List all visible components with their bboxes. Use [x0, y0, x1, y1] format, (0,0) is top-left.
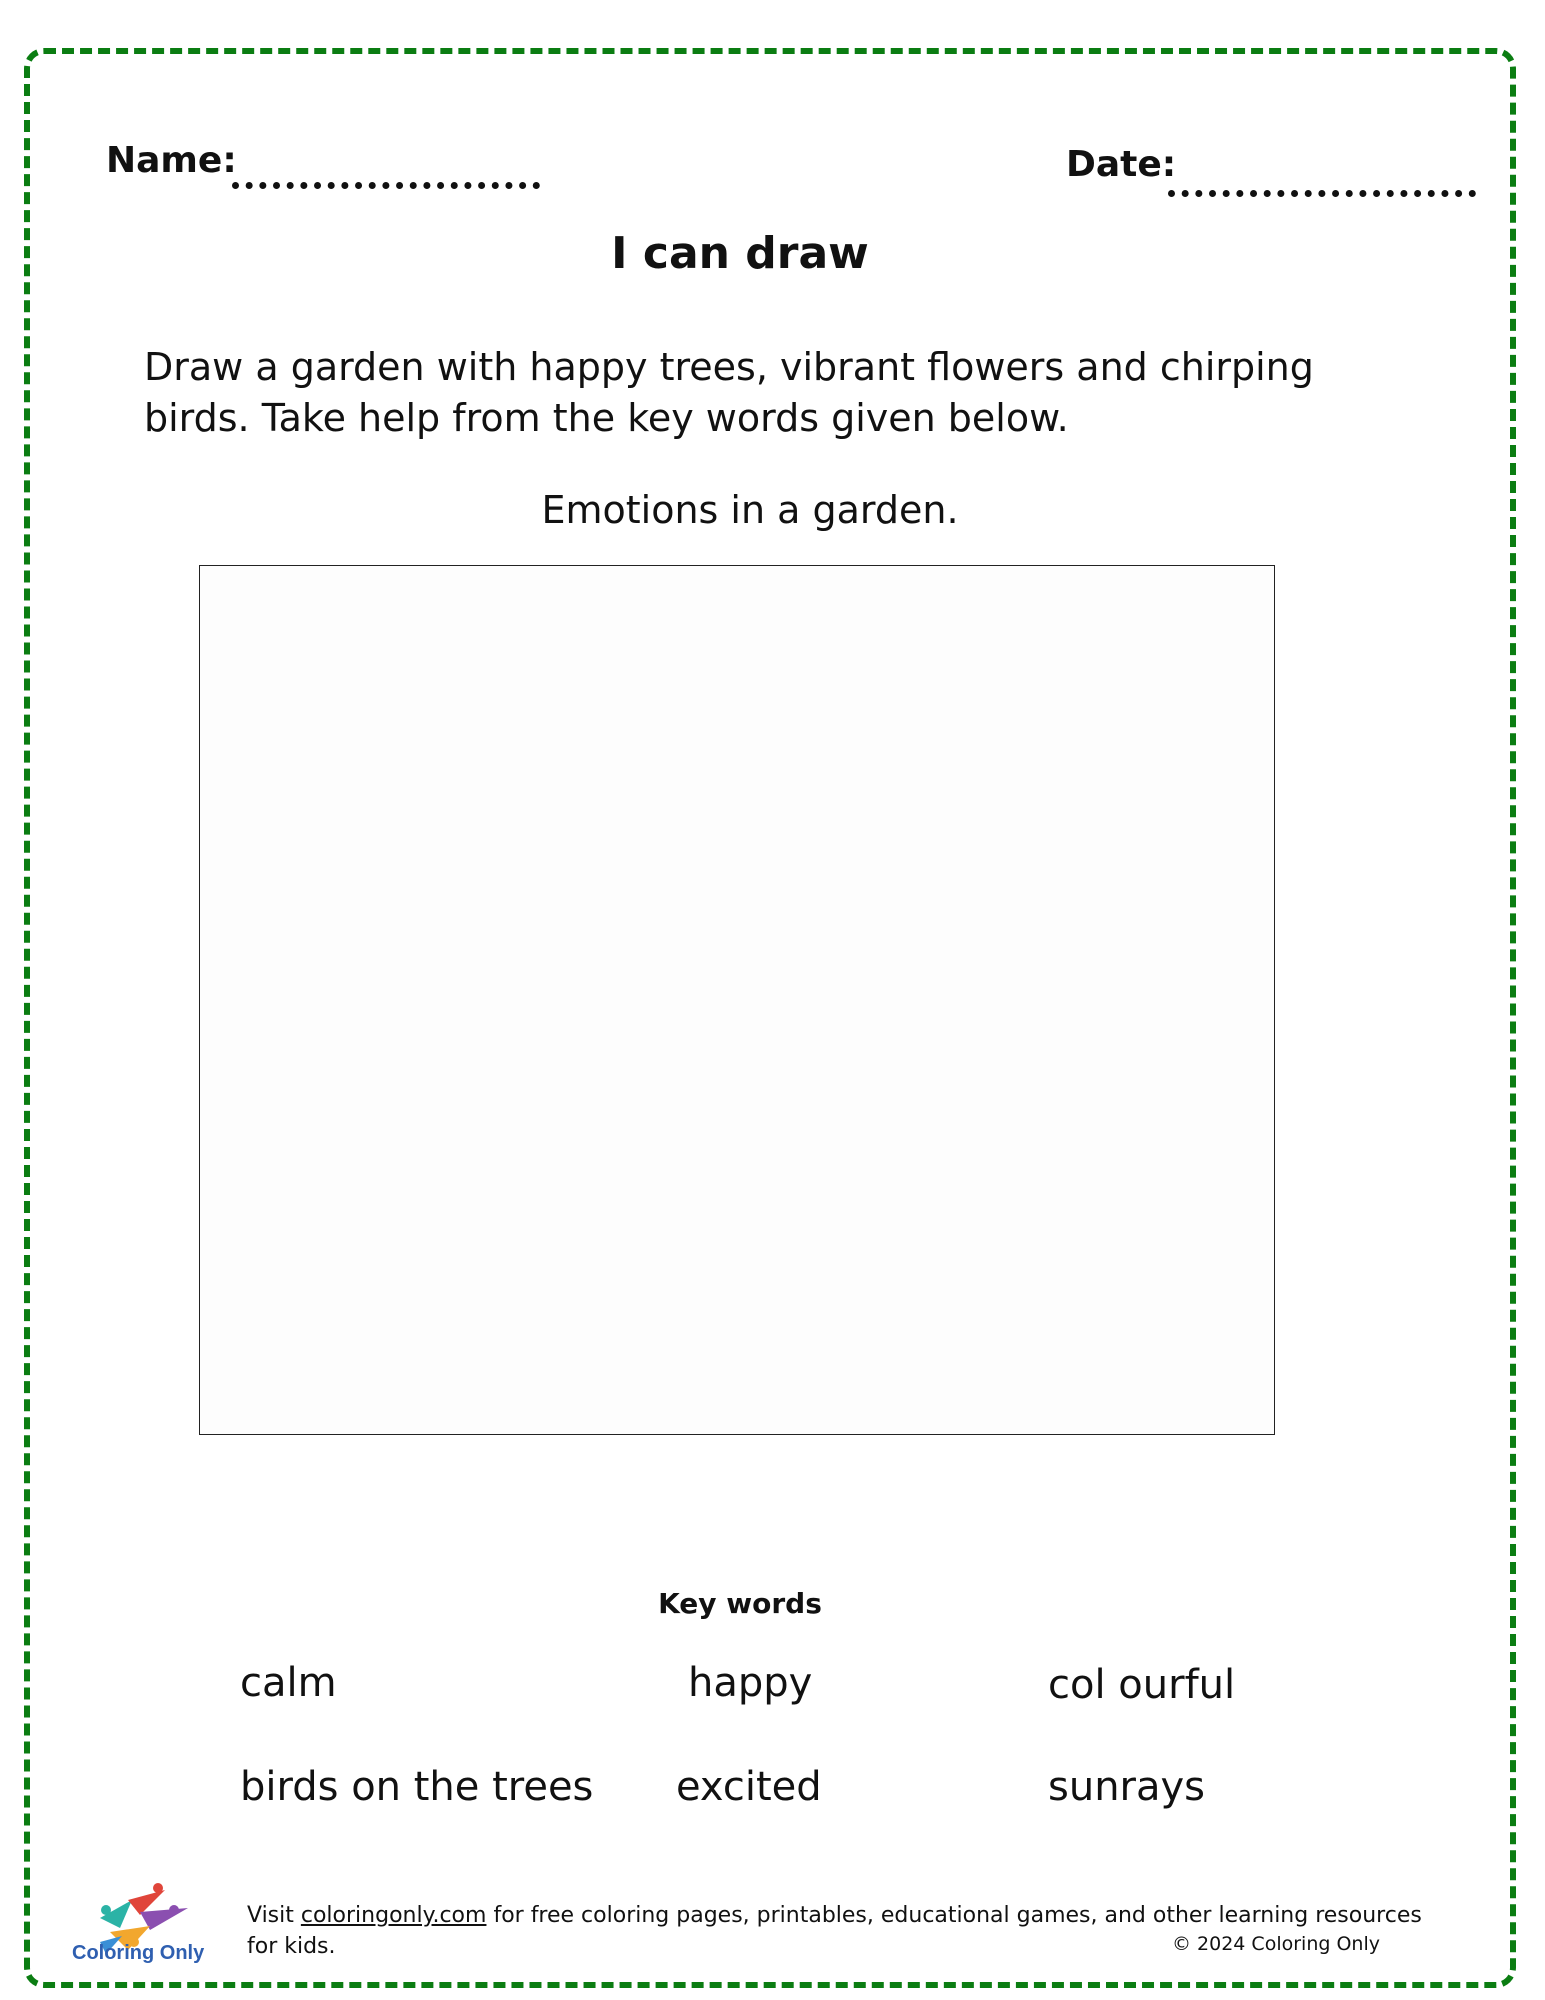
name-label: Name: [106, 140, 237, 181]
drawing-area[interactable] [199, 565, 1275, 1435]
name-blank-line[interactable] [232, 182, 540, 189]
coloringonly-link[interactable]: coloringonly.com [300, 1903, 487, 1928]
instructions-text: Draw a garden with happy trees, vibrant flowers and chirping birds. Take help from the key words given below. [144, 345, 1314, 440]
keyword: calm [240, 1660, 337, 1706]
logo-text: Coloring Only [72, 1942, 205, 1964]
page-title: I can draw [611, 228, 869, 279]
keyword: sunrays [1048, 1764, 1206, 1810]
drawing-topic: Emotions in a garden. [541, 488, 959, 532]
date-blank-line[interactable] [1168, 190, 1476, 197]
footer-description: for free coloring pages, printables, educational games, and other learning resources for kids. [247, 1903, 1422, 1959]
keyword: col ourful [1048, 1662, 1236, 1708]
key-words-heading: Key words [658, 1587, 822, 1620]
footer-visit: Visit [247, 1903, 301, 1928]
keyword: happy [688, 1660, 813, 1706]
keyword: birds on the trees [240, 1764, 594, 1810]
date-label: Date: [1066, 144, 1177, 185]
copyright-text: © 2024 Coloring Only [1172, 1933, 1380, 1955]
keyword: excited [676, 1764, 822, 1810]
